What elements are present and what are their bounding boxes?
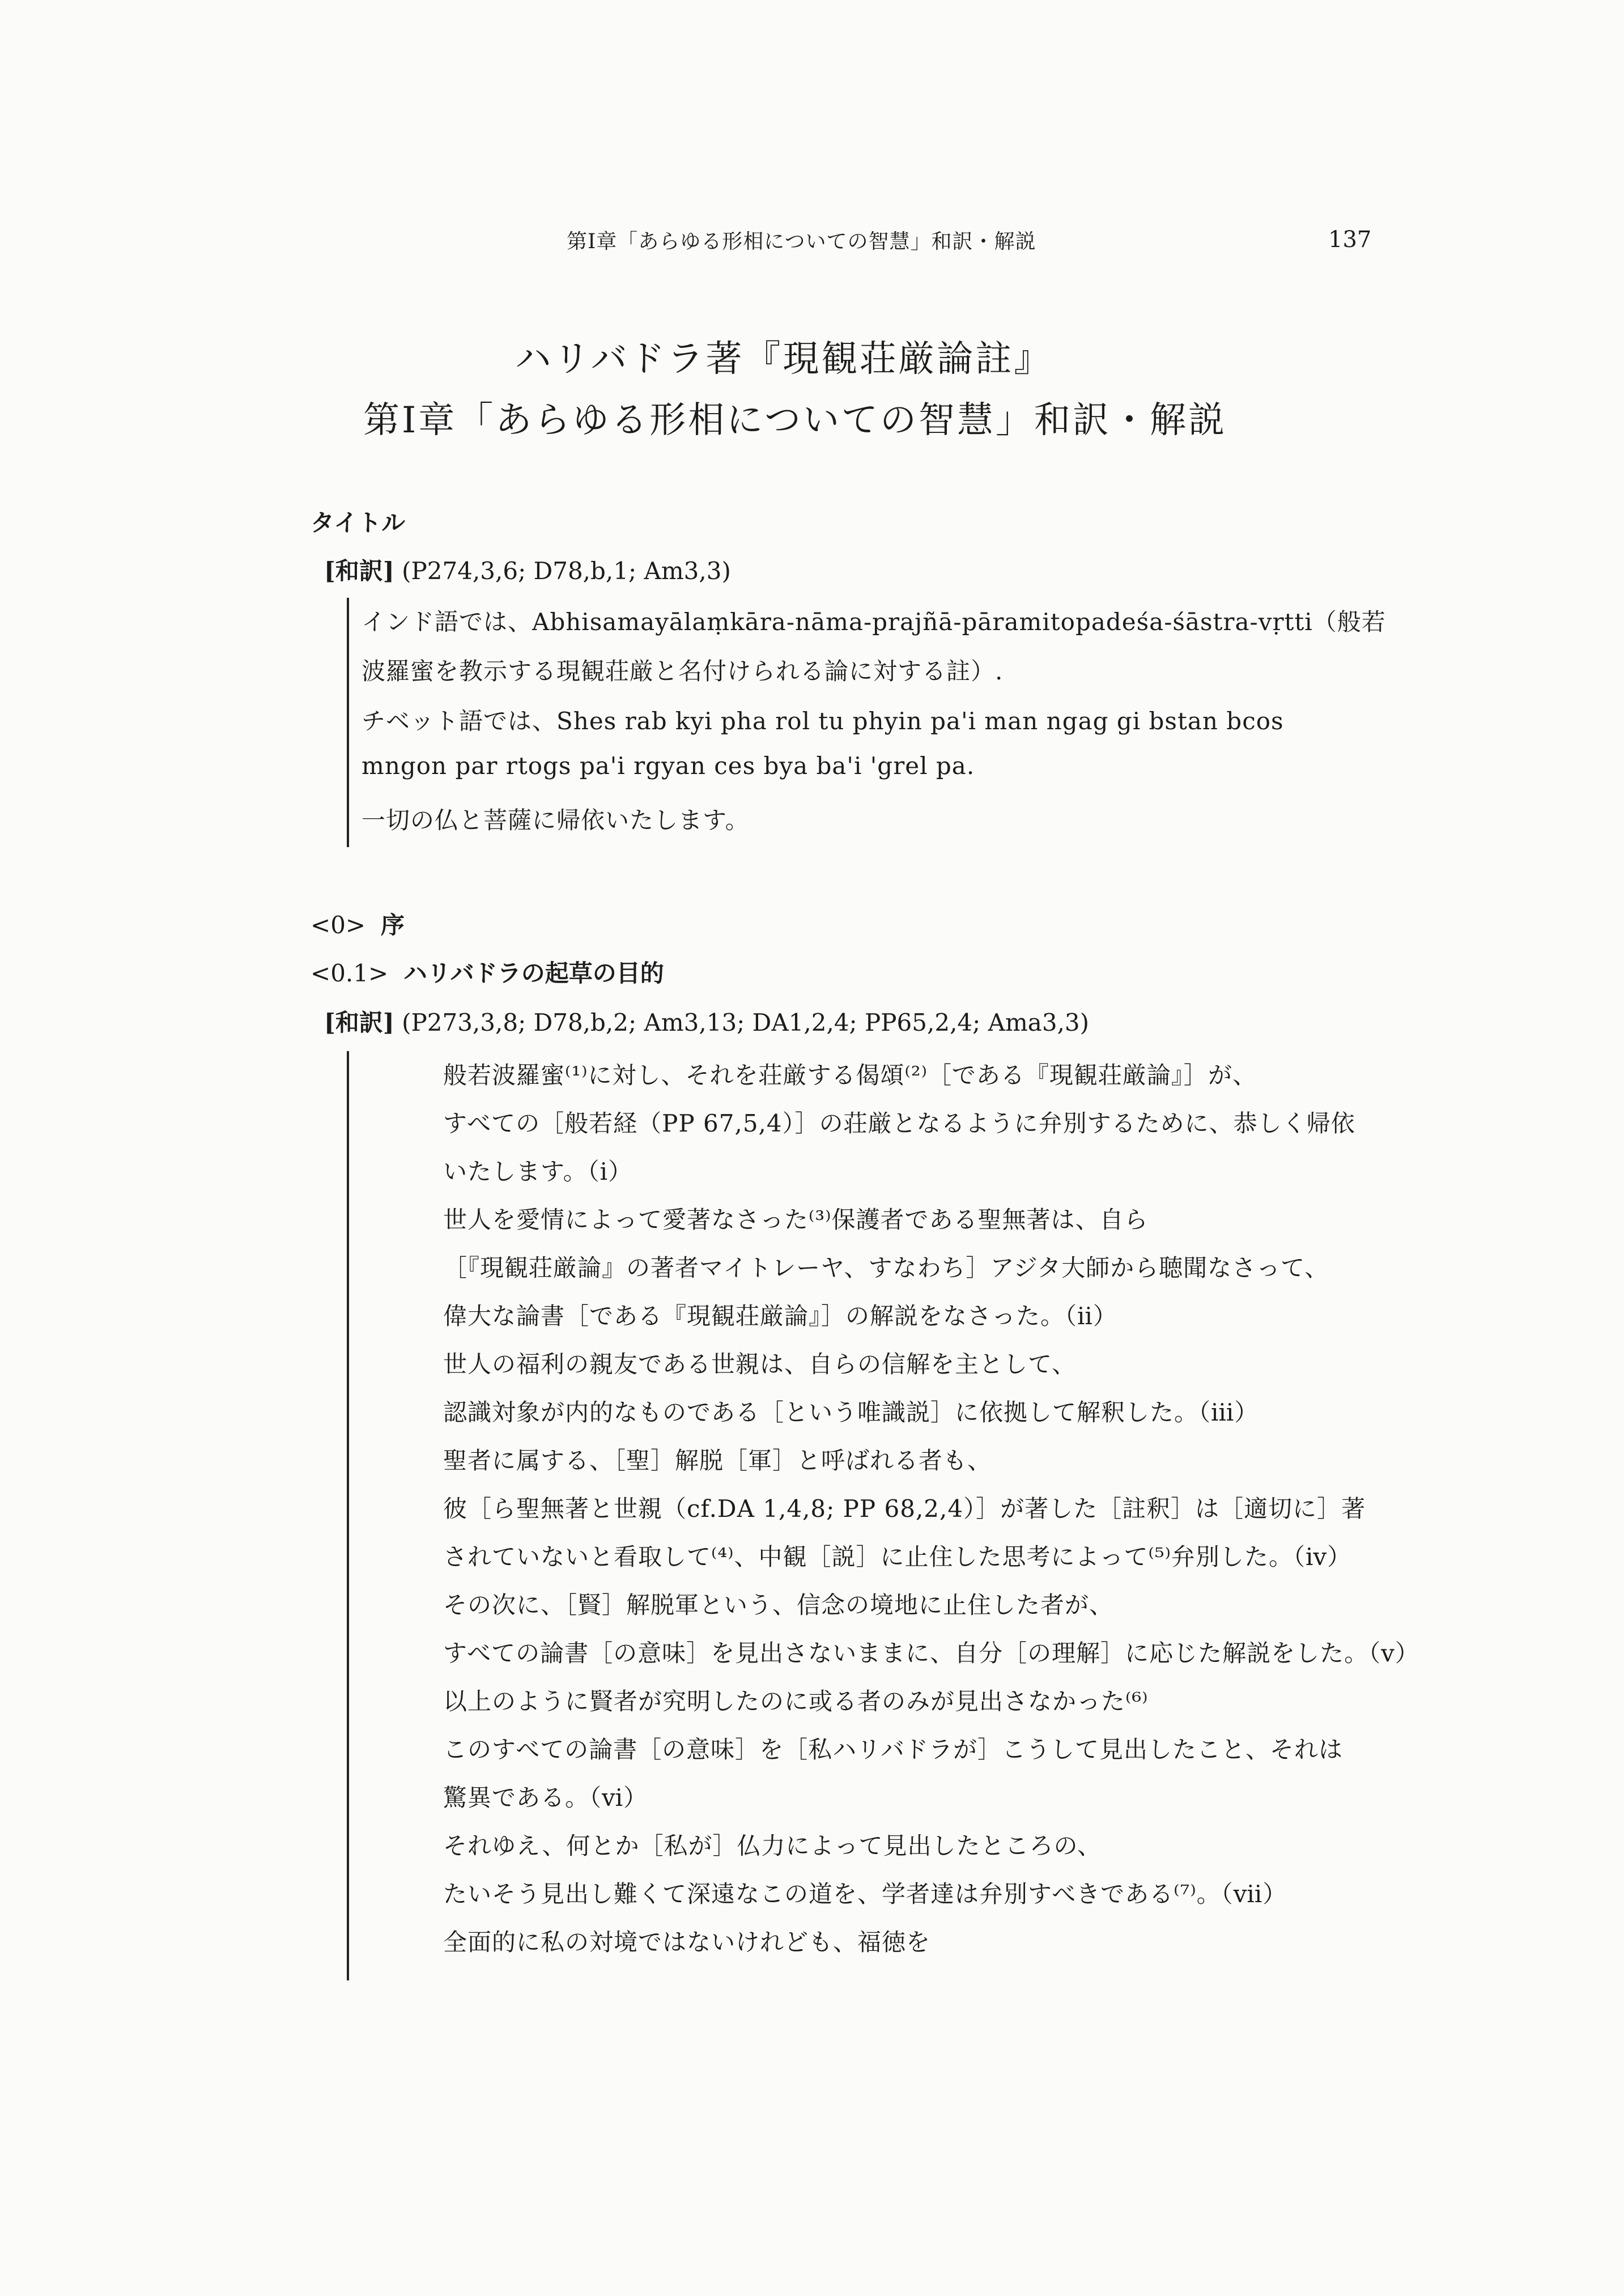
- text-line: 偉大な論書［である『現観荘厳論』］の解説をなさった。（ⅱ）: [443, 1302, 1117, 1330]
- text-line: 驚異である。（ⅵ）: [443, 1784, 648, 1812]
- document-title-line-2: 第Ⅰ章「あらゆる形相についての智慧」和訳・解説: [363, 399, 1227, 441]
- section-heading-0: [311, 907, 405, 941]
- translation-label: [324, 552, 731, 586]
- section-number: <0>: [311, 911, 366, 939]
- document-title-line-1: ハリバドラ著『現観荘厳論註』: [515, 338, 1053, 380]
- text-line: たいそう見出し難くて深遠なこの道を、学者達は弁別すべきである⁽⁷⁾。（ⅶ）: [443, 1880, 1287, 1908]
- translation-label-bracket: [和訳]: [324, 557, 394, 585]
- page-number: 137: [1328, 227, 1372, 253]
- text-line: いたします。（ⅰ）: [443, 1158, 633, 1185]
- text-line: 全面的に私の対境ではないけれども、福徳を: [443, 1928, 931, 1956]
- text-line: 般若波羅蜜⁽¹⁾に対し、それを荘厳する偈頌⁽²⁾［である『現観荘厳論』］が、: [443, 1061, 1257, 1089]
- text-line: 認識対象が内的なものである［という唯識説］に依拠して解釈した。（ⅲ）: [443, 1398, 1259, 1426]
- text-line: 以上のように賢者が究明したのに或る者のみが見出さなかった⁽⁶⁾: [443, 1687, 1149, 1715]
- text-line: インド語では、Abhisamayālaṃkāra-nāma-prajñā-pāramitopadeśa-śāstra-vṛtti（般若: [362, 608, 1386, 636]
- citation: (P274,3,6; D78,b,1; Am3,3): [402, 557, 731, 585]
- subsection-heading-0-1: [311, 955, 664, 989]
- text-line: されていないと看取して⁽⁴⁾、中観［説］に止住した思考によって⁽⁵⁾弁別した。（ⅳ）: [443, 1543, 1352, 1571]
- text-line: ［『現観荘厳論』の著者マイトレーヤ、すなわち］アジタ大師から聴聞なさって、: [443, 1254, 1329, 1282]
- text-line: 世人を愛情によって愛著なさった⁽³⁾保護者である聖無著は、自ら: [443, 1206, 1149, 1234]
- text-line: すべての論書［の意味］を見出さないままに、自分［の理解］に応じた解説をした。（ⅴ）: [443, 1639, 1419, 1667]
- left-rule: [347, 598, 349, 847]
- text-line: 聖者に属する、［聖］解脱［軍］と呼ばれる者も、: [443, 1447, 992, 1474]
- text-line: 一切の仏と菩薩に帰依いたします。: [362, 806, 750, 834]
- translation-label: [324, 1004, 1089, 1038]
- text-line: それゆえ、何とか［私が］仏力によって見出したところの、: [443, 1832, 1102, 1860]
- subsection-title: ハリバドラの起草の目的: [403, 959, 664, 987]
- text-line: 彼［ら聖無著と世親（cf.DA 1,4,8; PP 68,2,4）］が著した［註釈］は［適切に］著: [443, 1495, 1366, 1523]
- translation-label-bracket: [和訳]: [324, 1009, 394, 1036]
- citation: (P273,3,8; D78,b,2; Am3,13; DA1,2,4; PP65,2,4; Ama3,3): [402, 1009, 1090, 1036]
- text-line: チベット語では、Shes rab kyi pha rol tu phyin pa'i man ngag gi bstan bcos: [362, 707, 1284, 735]
- running-header: 第Ⅰ章「あらゆる形相についての智慧」和訳・解説: [567, 230, 1036, 253]
- section-title: 序: [380, 911, 405, 939]
- text-line: このすべての論書［の意味］を［私ハリバドラが］こうして見出したこと、それは: [443, 1736, 1344, 1763]
- text-line: mngon par rtogs pa'i rgyan ces bya ba'i 'grel pa.: [362, 752, 975, 780]
- text-line: すべての［般若経（PP 67,5,4）］の荘厳となるように弁別するために、恭しく帰依: [443, 1109, 1355, 1137]
- subsection-number: <0.1>: [311, 959, 389, 987]
- text-line: 世人の福利の親友である世親は、自らの信解を主として、: [443, 1350, 1077, 1378]
- text-line: 波羅蜜を教示する現観荘厳と名付けられる論に対する註）.: [362, 657, 1004, 685]
- text-line: その次に、［賢］解脱軍という、信念の境地に止住した者が、: [443, 1591, 1114, 1619]
- left-rule: [347, 1051, 349, 1980]
- section-heading-title: タイトル: [311, 509, 406, 537]
